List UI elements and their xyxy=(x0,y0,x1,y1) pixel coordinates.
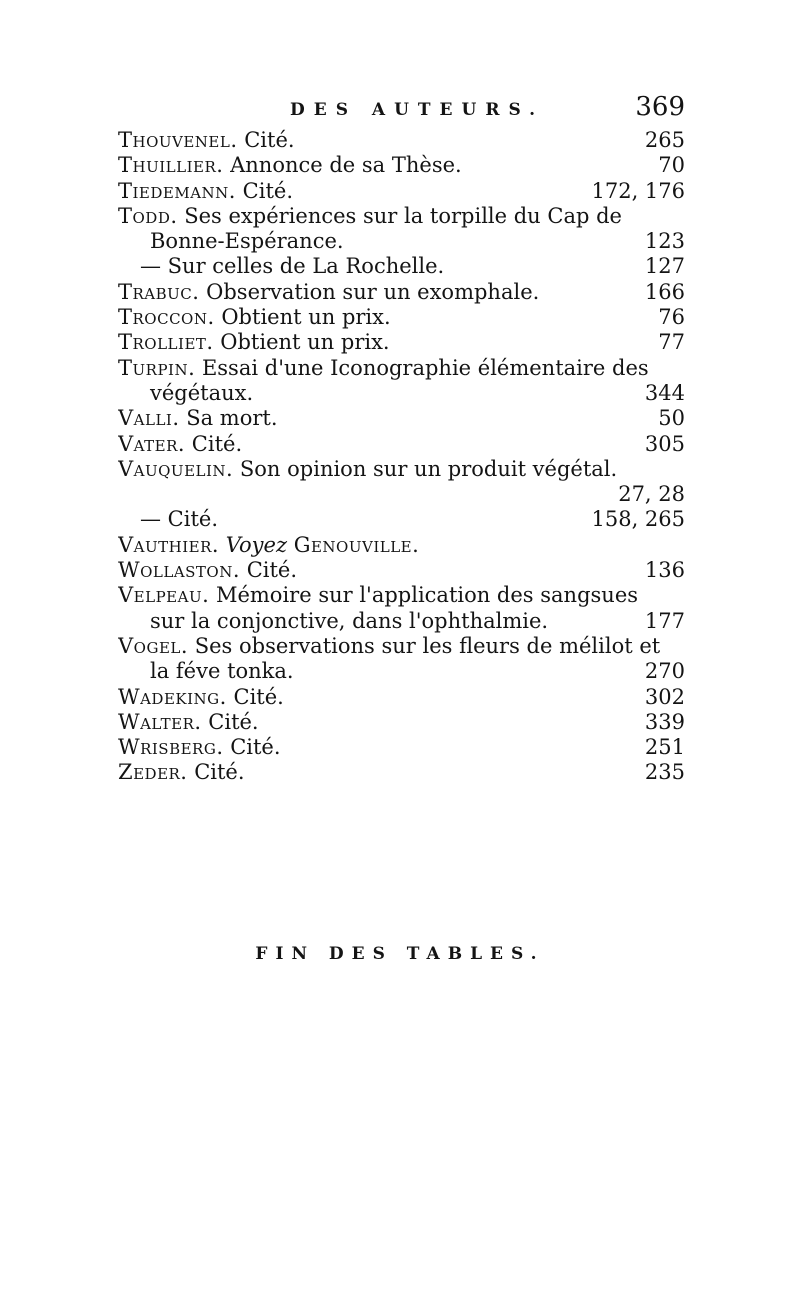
index-entry xyxy=(118,558,685,583)
author-index xyxy=(118,128,685,786)
entry-text: Observation sur un exomphale. xyxy=(206,279,540,304)
author-name: Vater. xyxy=(118,431,186,456)
author-name: Vauthier. xyxy=(118,532,220,557)
author-name: Trolliet. xyxy=(118,330,214,355)
page-reference: 177 xyxy=(644,608,685,633)
entry-text: Obtient un prix. xyxy=(221,305,391,330)
entry-text: Son opinion sur un produit végétal. xyxy=(239,456,618,481)
author-name: Troccon. xyxy=(118,305,215,330)
entry-text: Essai d'une Iconographie élémentaire des xyxy=(201,355,649,380)
entry-text: Mémoire sur l'application des sangsues xyxy=(215,583,639,608)
page-reference: 27, 28 xyxy=(618,482,685,507)
index-entry xyxy=(118,280,685,305)
author-name: Thouvenel. xyxy=(118,128,238,152)
page-reference: 76 xyxy=(658,305,685,330)
entry-text: Ses expériences sur la torpille du Cap de xyxy=(184,203,622,228)
header-title: DES AUTEURS. xyxy=(290,100,545,120)
index-entry xyxy=(118,356,685,407)
index-entry xyxy=(118,204,685,255)
author-name: Todd. xyxy=(118,203,178,228)
index-entry xyxy=(118,583,685,634)
index-entry xyxy=(118,710,685,735)
author-name: Valli. xyxy=(118,406,180,431)
page-reference: 344 xyxy=(644,380,685,405)
end-of-tables: FIN DES TABLES. xyxy=(255,944,545,964)
page-reference: 70 xyxy=(658,153,685,178)
page-reference: 339 xyxy=(644,709,685,734)
entry-text: Cité. xyxy=(191,431,243,456)
index-entry xyxy=(118,634,685,685)
page-reference: 50 xyxy=(658,406,685,431)
index-entry xyxy=(118,179,685,204)
entry-text: Cité. xyxy=(230,735,281,760)
author-name: Vogel. xyxy=(118,633,189,658)
page-reference: 166 xyxy=(644,279,685,304)
page-reference: 302 xyxy=(644,684,685,709)
author-name: Vauquelin. xyxy=(118,456,234,481)
page-reference: 123 xyxy=(644,229,685,254)
entry-text-continued: la féve tonka. xyxy=(150,659,294,684)
entry-text: Annonce de sa Thèse. xyxy=(230,153,462,178)
index-entry xyxy=(118,457,685,508)
page-reference: 77 xyxy=(658,330,685,355)
subentry-text: — Cité. xyxy=(140,507,219,532)
index-entry xyxy=(118,432,685,457)
author-name: Turpin. xyxy=(118,355,196,380)
entry-text: Cité. xyxy=(208,709,259,734)
author-name: Trabuc. xyxy=(118,279,200,304)
subentry-text: — Sur celles de La Rochelle. xyxy=(140,254,445,279)
entry-text: Obtient un prix. xyxy=(220,330,390,355)
index-entry xyxy=(118,685,685,710)
cross-reference-label: Voyez xyxy=(225,532,288,557)
entry-text: Ses observations sur les fleurs de mélilot et xyxy=(194,633,661,658)
index-entry xyxy=(118,153,685,178)
page-reference: 235 xyxy=(644,760,685,785)
author-name: Wollaston. xyxy=(118,558,241,583)
page-number: 369 xyxy=(635,92,685,122)
running-header xyxy=(115,92,685,128)
author-name: Wadeking. xyxy=(118,684,227,709)
index-entry xyxy=(118,735,685,760)
page-reference: 136 xyxy=(644,558,685,583)
entry-text-continued: Bonne-Espérance. xyxy=(150,229,344,254)
entry-text: Cité. xyxy=(244,128,295,152)
index-subentry xyxy=(118,254,685,279)
entry-text-continued: sur la conjonctive, dans l'ophthalmie. xyxy=(150,608,549,633)
index-entry xyxy=(118,406,685,431)
author-name: Zeder. xyxy=(118,760,188,785)
page-reference: 265 xyxy=(644,128,685,152)
author-name: Velpeau. xyxy=(118,583,210,608)
index-entry xyxy=(118,330,685,355)
entry-text: Cité. xyxy=(242,178,293,203)
entry-text: Sa mort. xyxy=(186,406,278,431)
index-entry xyxy=(118,128,685,153)
page-reference: 270 xyxy=(644,659,685,684)
index-entry xyxy=(118,760,685,785)
author-name: Walter. xyxy=(118,709,202,734)
entry-text: Cité. xyxy=(233,684,284,709)
page-reference: 251 xyxy=(644,735,685,760)
index-entry xyxy=(118,305,685,330)
page-reference: 305 xyxy=(644,431,685,456)
entry-text: Cité. xyxy=(194,760,245,785)
entry-text-continued: végétaux. xyxy=(150,380,254,405)
page-reference: 127 xyxy=(644,254,685,279)
index-subentry xyxy=(118,507,685,532)
author-name: Thuillier. xyxy=(118,153,224,178)
entry-text: Cité. xyxy=(246,558,298,583)
author-name: Wrisberg. xyxy=(118,735,224,760)
page-reference: 158, 265 xyxy=(591,507,685,532)
index-entry xyxy=(118,533,685,558)
author-name: Tiedemann. xyxy=(118,178,236,203)
cross-reference-name: Genouville. xyxy=(293,532,420,557)
page-reference: 172, 176 xyxy=(591,178,685,203)
